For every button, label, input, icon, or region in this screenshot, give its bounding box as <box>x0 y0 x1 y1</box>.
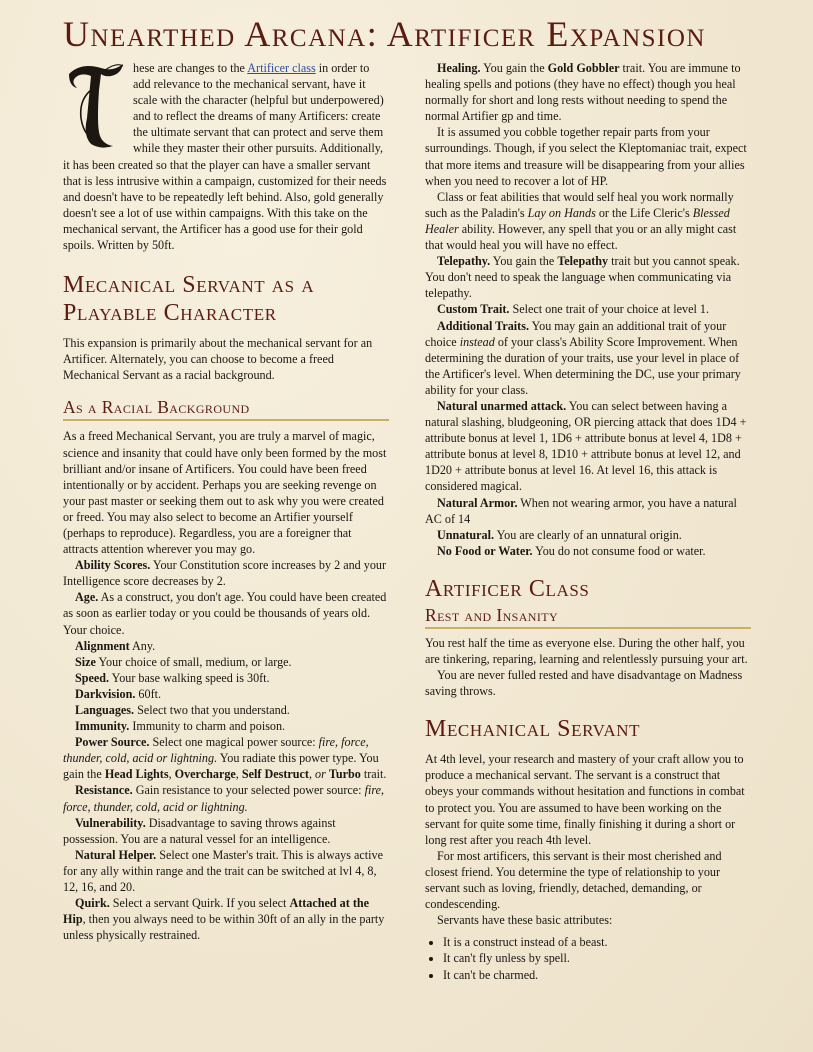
trait-darkvision: Darkvision. 60ft. <box>75 686 162 701</box>
racial-paragraph: As a freed Mechanical Servant, you are truly a marvel of magic, science and insanity that could have only been formed by the most brilliant and/or insane of Artificers. You could have been freed intentionally or by accident. Perhaps you are seeking revenge on your past master or seeking them out to ask why you were created or freed. You may also select to become an Artifier yourself (perhaps to reproduce). Regardless, you are a foreigner that attracts attention wherever you may go. <box>63 429 387 557</box>
trait-power-source: Power Source. Select one magical power source: fire, force, thunder, cold, acid or lightning. You radiate this power type. You gain the Head Lights, Overcharge, Self Destruct, or Turbo trait. <box>63 735 387 782</box>
trait-immunity: Immunity. Immunity to charm and poison. <box>75 719 286 734</box>
intro-text-start: hese are changes to the <box>133 61 248 75</box>
right-column <box>425 60 751 983</box>
heading-artificer-class: Artificer Class <box>425 575 590 602</box>
trait-alignment: Alignment Any. <box>75 638 156 653</box>
trait-natural-helper: Natural Helper. Select one Master's trait. This is always active for any ally within range and the trait can be switched at lvl 4, 8, 12, 16, and 20. <box>63 847 383 895</box>
trait-natural-armor: Natural Armor. When not wearing armor, you have a natural AC of 14 <box>425 495 737 526</box>
list-item: • It can't be charmed. <box>443 967 751 983</box>
trait-vulnerability: Vulnerability. Disadvantage to saving throws against possession. You are a natural vessel for an intelligence. <box>63 815 336 846</box>
trait-healing: Healing. You gain the Gold Gobbler trait. You are immune to healing spells and potions (they have no effect) though you heal normally for short and long rests without needing to spend the normal Artifier gp and time. <box>425 61 741 124</box>
playable-paragraph: This expansion is primarily about the mechanical servant for an Artificer. Alternately, you can choose to become a freed Mechanical Servant as a racial background. <box>63 336 373 383</box>
list-item: • It is a construct instead of a beast. <box>443 934 751 950</box>
intro-text-rest: in order to add relevance to the mechanical servant, have it scale with the character (helpful but underpowered) and to reflect the dreams of many Artificers: create the ultimate servant that can protect and serve them while they master their other pursuits. Additionally, it has been created so that the player can have a smaller servant that is less intrusive within a campaign, customized for their needs and doesn't have to be repeatedly left behind. Also, gold generally doesn't see a lot of use within campaigns. With this take on the mechanical servant, the Artificer has a good use for their gold spoils. Written by 50ft. <box>63 61 387 253</box>
trait-unnatural: Unnatural. You are clearly of an unnatural origin. <box>437 527 682 542</box>
trait-age: Age. As a construct, you don't age. You could have been created as soon as earlier today or you could be thousands of years old. Your choice. <box>63 590 387 637</box>
trait-languages: Languages. Select two that you understand. <box>75 703 290 717</box>
dropcap-letter-t-icon <box>61 60 127 150</box>
left-column <box>63 60 389 943</box>
servant-paragraph-2: For most artificers, this servant is their most cherished and closest friend. You determine the type of relationship to your servant such as loving, friendly, detached, demanding, or condescending. <box>425 848 722 912</box>
class-feat-paragraph: Class or feat abilities that would self heal you work normally such as the Paladin's Lay on Hands or the Life Cleric's Blessed Healer ability. However, any spell that you or an ally might cast that would heal you will have no effect. <box>425 189 737 253</box>
heading-playable-character: Mecanical Servant as a Playable Character <box>63 272 315 327</box>
trait-size: Size Your choice of small, medium, or large. <box>75 654 292 669</box>
trait-resistance: Resistance. Gain resistance to your selected power source: fire, force, thunder, cold, acid or lightning. <box>63 783 385 814</box>
repair-paragraph: It is assumed you cobble together repair parts from your surroundings. Though, if you select the Kleptomaniac trait, expect that more items and treasure will be disappearing from your allies when you need to recover a lot of HP. <box>425 125 747 188</box>
heading-racial-background: As a Racial Background <box>63 397 389 421</box>
artificer-class-link[interactable]: Artificer class <box>247 61 316 75</box>
trait-custom: Custom Trait. Select one trait of your choice at level 1. <box>437 302 709 317</box>
servant-attributes-list <box>425 934 751 982</box>
trait-additional: Additional Traits. You may gain an additional trait of your choice instead of your class's Ability Score Improvement. When determining the duration of your traits, use your level in place of the Artificer's level. When determining the DC, use your primary ability for your class. <box>425 318 741 397</box>
servant-paragraph-3: Servants have these basic attributes: <box>437 913 613 928</box>
heading-mechanical-servant: Mechanical Servant <box>425 716 641 743</box>
trait-quirk: Quirk. Select a servant Quirk. If you select Attached at the Hip, then you always need to be within 30ft of an ally in the party unless physically restrained. <box>63 896 385 943</box>
trait-speed: Speed. Your base walking speed is 30ft. <box>75 670 270 685</box>
rest-paragraph: You rest half the time as everyone else. During the other half, you are tinkering, reparing, learning and relentlessly pursuing your art. <box>425 635 748 666</box>
intro-paragraph <box>63 60 389 253</box>
heading-rest-insanity: Rest and Insanity <box>425 605 751 629</box>
page-title: Unearthed Arcana: Artificer Expansion <box>63 14 706 54</box>
servant-paragraph: At 4th level, your research and mastery of your craft allow you to produce a mechanical servant. The servant is a construct that obeys your commands without hesitation and functions in combat to protect you. You are assumed to have been working on the servant for quite some time, finally finishing it during a short or long rest after you reach 4th level. <box>425 752 745 847</box>
list-item: • It can't fly unless by spell. <box>443 950 751 966</box>
rest-paragraph-2: You are never fulled rested and have disadvantage on Madness saving throws. <box>425 668 743 699</box>
trait-no-food: No Food or Water. You do not consume food or water. <box>437 543 706 558</box>
trait-telepathy: Telepathy. You gain the Telepathy trait but you cannot speak. You don't need to speak the language when communicating via telepathy. <box>425 254 740 301</box>
trait-unarmed-attack: Natural unarmed attack. You can select between having a natural slashing, bludgeoning, OR piercing attack that does 1D4 + attribute bonus at level 1, 1D6 + attribute bonus at level 4, 1D8 + attribute bonus at level 8, 1D10 + attribute bonus at level 12, and 1D20 + attribute bonus at level 16. At level 16, this attack is considered magical. <box>425 398 747 494</box>
trait-ability-scores: Ability Scores. Your Constitution score increases by 2 and your Intelligence score decreases by 2. <box>63 558 387 589</box>
